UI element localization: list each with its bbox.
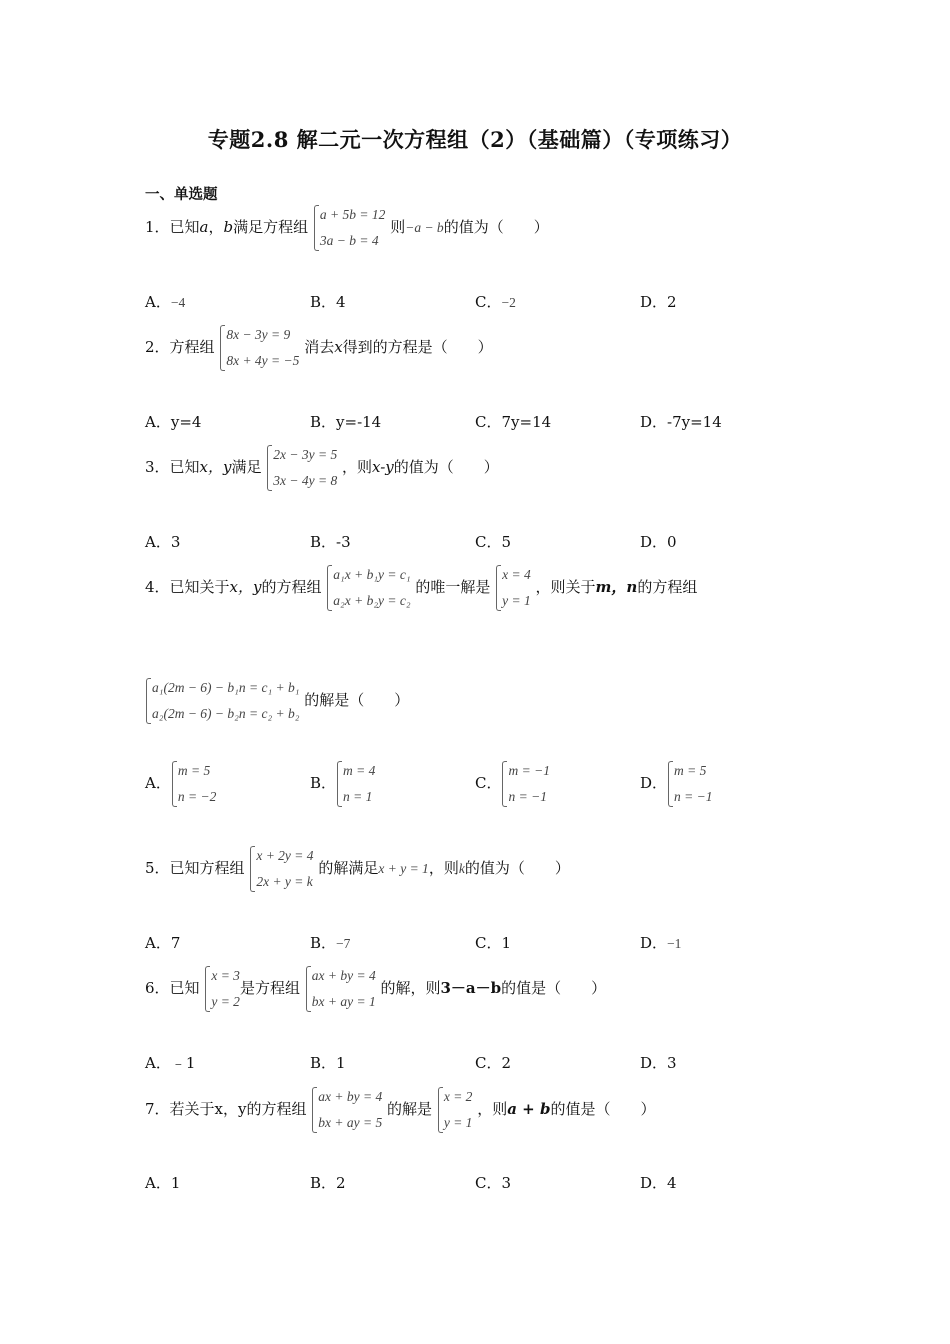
option-value: −7: [336, 936, 351, 951]
q2-option-d[interactable]: [640, 412, 722, 432]
q6-option-d[interactable]: [640, 1053, 677, 1073]
q7-option-a[interactable]: [145, 1173, 180, 1193]
q4-vars: x，y: [229, 578, 262, 596]
option-value: −1: [667, 936, 682, 951]
q3-expr: x-y: [372, 458, 394, 476]
option-system: [667, 758, 712, 810]
q1-option-d[interactable]: [640, 292, 677, 312]
question-4-cont: [145, 675, 409, 727]
q4-prefix: 4．已知关于: [145, 578, 230, 596]
option-letter: C．: [475, 1174, 502, 1192]
q7-mid: 的方程组: [246, 1100, 307, 1118]
q7-then: ，则: [477, 1100, 508, 1118]
q7-eq-2: bx + ay = 5: [318, 1115, 383, 1130]
q7-solution: [437, 1084, 473, 1136]
q4-mid: 的方程组: [261, 578, 322, 596]
q2-option-a[interactable]: [145, 412, 201, 432]
q6-prefix: 6．已知: [145, 979, 200, 997]
q7-sol-1: x = 2: [443, 1089, 473, 1104]
q6-mid: 是方程组: [239, 979, 300, 997]
option-letter: A．: [145, 413, 171, 431]
q4-sol-1: x = 4: [502, 567, 531, 582]
q3-option-b[interactable]: [310, 532, 351, 552]
option-letter: D．: [640, 533, 668, 551]
option-value: 3: [501, 1174, 512, 1192]
q6-suffix: 的值是（ ）: [501, 979, 607, 997]
option-letter: C．: [475, 533, 502, 551]
option-letter: C．: [475, 774, 502, 792]
option-letter: D．: [640, 1054, 668, 1072]
q1-suffix: 的值为（ ）: [443, 218, 549, 236]
option-system: [501, 758, 549, 810]
option-letter: B．: [310, 934, 337, 952]
option-value: 7y=14: [501, 413, 552, 431]
q4-eq-2: a₂x + b₂y = c₂: [333, 593, 411, 608]
q7-system: [311, 1084, 382, 1136]
option-letter: B．: [310, 533, 337, 551]
q1-then: 则: [390, 218, 406, 236]
q4-option-c[interactable]: [475, 758, 550, 810]
option-value: 4: [667, 1174, 677, 1192]
q4-eq2-1: a₁(2m − 6) − b₁n = c₁ + b₁: [152, 680, 300, 695]
q6-system: [305, 963, 376, 1015]
q4-eq2-2: a₂(2m − 6) − b₂n = c₂ + b₂: [152, 706, 300, 721]
q1-var-b: b: [223, 218, 234, 236]
q3-eq-1: 2x − 3y = 5: [273, 447, 338, 462]
option-value: 1: [170, 1174, 181, 1192]
option-value: 1: [336, 1054, 346, 1072]
option-letter: A．: [145, 774, 171, 792]
q6-solution: [204, 963, 240, 1015]
option-value: 3: [170, 533, 181, 551]
q5-system: [249, 843, 313, 895]
q4-option-a[interactable]: [145, 758, 216, 810]
q2-prefix: 2．方程组: [145, 338, 215, 356]
option-eq-1: m = 4: [343, 763, 376, 778]
q4-option-b[interactable]: [310, 758, 375, 810]
q2-eq-1: 8x − 3y = 9: [226, 327, 291, 342]
q1-expr: −a − b: [405, 220, 444, 235]
q1-sep: ，: [208, 218, 224, 236]
q6-sol-2: y = 2: [211, 994, 240, 1009]
q3-option-a[interactable]: [145, 532, 180, 552]
q7-sol-2: y = 1: [443, 1115, 473, 1130]
q3-then: ，则: [342, 458, 373, 476]
q2-option-b[interactable]: [310, 412, 381, 432]
q6-sol-1: x = 3: [211, 968, 240, 983]
q1-prefix: 1．已知: [145, 218, 200, 236]
q1-system: [313, 202, 385, 254]
q6-expr: 3－a－b: [440, 979, 502, 997]
q3-vars: x，y: [199, 458, 232, 476]
question-2: [145, 322, 493, 374]
option-value: -3: [336, 533, 351, 551]
question-1: [145, 202, 549, 254]
option-letter: A．: [145, 533, 171, 551]
q2-eq-2: 8x + 4y = −5: [226, 353, 300, 368]
option-eq-1: m = 5: [177, 763, 211, 778]
q5-option-c[interactable]: [475, 933, 511, 953]
q6-eq-2: bx + ay = 1: [311, 994, 376, 1009]
page-title: 专题2.8 解二元一次方程组（2）（基础篇）（专项练习）: [207, 127, 743, 152]
q4-solution: [495, 562, 531, 614]
q4-vars2: m，n: [595, 578, 638, 596]
option-value: −2: [501, 295, 516, 310]
option-letter: A．: [145, 1054, 171, 1072]
option-eq-2: n = 1: [343, 789, 373, 804]
q7-prefix: 7．若关于: [145, 1100, 215, 1118]
q4-eq-1: a₁x + b₁y = c₁: [333, 567, 411, 582]
section-heading: 一、单选题: [145, 186, 218, 203]
question-6: [145, 963, 606, 1015]
q5-eq-1: x + 2y = 4: [256, 848, 314, 863]
q5-eq-2: 2x + y = k: [256, 874, 313, 889]
option-value: y=4: [170, 413, 202, 431]
q1-eq-1: a + 5b = 12: [319, 207, 386, 222]
option-value: 2: [501, 1054, 512, 1072]
q2-option-c[interactable]: [475, 412, 551, 432]
q4-sol-2: y = 1: [502, 593, 531, 608]
q5-var: k: [458, 861, 465, 876]
option-value: 5: [501, 533, 512, 551]
q4-system-2: [145, 675, 299, 727]
option-eq-2: n = −1: [508, 789, 547, 804]
option-letter: C．: [475, 1054, 502, 1072]
option-letter: C．: [475, 293, 502, 311]
q1-eq-2: 3a − b = 4: [319, 233, 379, 248]
q6-option-b[interactable]: [310, 1053, 346, 1073]
option-value: −4: [170, 295, 186, 310]
option-system: [336, 758, 375, 810]
option-letter: C．: [475, 934, 502, 952]
option-value: 1: [501, 934, 512, 952]
q5-option-a[interactable]: [145, 933, 180, 953]
q5-mid: 的解满足: [318, 859, 379, 877]
option-letter: A．: [145, 1174, 171, 1192]
option-letter: D．: [640, 413, 668, 431]
option-system: [171, 758, 216, 810]
option-letter: D．: [640, 934, 668, 952]
q1-mid: 满足方程组: [233, 218, 309, 236]
q6-option-a[interactable]: [145, 1053, 195, 1073]
option-value: y=-14: [336, 413, 382, 431]
q5-suffix: 的值为（ ）: [464, 859, 570, 877]
q2-mid: 消去: [304, 338, 335, 356]
option-value: 4: [336, 293, 346, 311]
q7-option-b[interactable]: [310, 1173, 346, 1193]
q3-system: [266, 442, 337, 494]
q3-eq-2: 3x − 4y = 8: [273, 473, 338, 488]
q2-var: x: [334, 338, 343, 356]
q5-cond: x + y = 1: [378, 861, 429, 876]
q5-option-d[interactable]: [640, 933, 681, 954]
q4-then: ，则关于: [535, 578, 596, 596]
q3-prefix: 3．已知: [145, 458, 200, 476]
question-7: [145, 1084, 655, 1136]
option-letter: B．: [310, 1054, 337, 1072]
q4-suffix: 的解是（ ）: [304, 691, 410, 709]
q6-eq-1: ax + by = 4: [311, 968, 376, 983]
option-value: 7: [170, 934, 181, 952]
q1-option-c[interactable]: [475, 292, 516, 313]
question-3: [145, 442, 499, 494]
q1-option-a[interactable]: [145, 292, 185, 313]
option-eq-1: m = −1: [508, 763, 550, 778]
q4-option-d[interactable]: [640, 758, 713, 810]
q6-option-c[interactable]: [475, 1053, 511, 1073]
option-value: 2: [667, 293, 677, 311]
option-letter: B．: [310, 293, 337, 311]
option-value: 3: [667, 1054, 677, 1072]
q4-system: [326, 562, 410, 614]
option-eq-2: n = −2: [177, 789, 217, 804]
q3-option-d[interactable]: [640, 532, 677, 552]
q7-mid2: 的解是: [387, 1100, 433, 1118]
option-letter: A．: [145, 293, 171, 311]
option-letter: D．: [640, 293, 668, 311]
q7-vars: x，y: [214, 1100, 247, 1118]
option-letter: B．: [310, 413, 337, 431]
q7-option-c[interactable]: [475, 1173, 511, 1193]
q7-option-d[interactable]: [640, 1173, 677, 1193]
option-letter: D．: [640, 1174, 668, 1192]
option-eq-1: m = 5: [674, 763, 707, 778]
q7-suffix: 的值是（ ）: [550, 1100, 656, 1118]
q3-option-c[interactable]: [475, 532, 511, 552]
q4-mid2: 的唯一解是: [415, 578, 491, 596]
q5-option-b[interactable]: [310, 933, 350, 954]
option-value: -7y=14: [667, 413, 722, 431]
q1-var-a: a: [199, 218, 209, 236]
q5-then: ，则: [428, 859, 459, 877]
option-letter: C．: [475, 413, 502, 431]
option-letter: A．: [145, 934, 171, 952]
q3-suffix: 的值为（ ）: [393, 458, 499, 476]
option-value: 2: [336, 1174, 346, 1192]
q4-tail: 的方程组: [637, 578, 698, 596]
q7-eq-1: ax + by = 4: [318, 1089, 383, 1104]
q3-mid: 满足: [231, 458, 262, 476]
option-value: 0: [667, 533, 677, 551]
q1-option-b[interactable]: [310, 292, 346, 312]
option-eq-2: n = −1: [674, 789, 713, 804]
question-4: [145, 562, 697, 614]
question-5: [145, 843, 570, 895]
q2-suffix: 得到的方程是（ ）: [342, 338, 493, 356]
q7-expr: a + b: [507, 1100, 551, 1118]
option-letter: D．: [640, 774, 668, 792]
option-letter: B．: [310, 774, 337, 792]
option-letter: B．: [310, 1174, 337, 1192]
q5-prefix: 5．已知方程组: [145, 859, 245, 877]
q2-system: [219, 322, 299, 374]
option-value: ﹣1: [170, 1054, 196, 1072]
q6-then: 的解，则: [380, 979, 441, 997]
